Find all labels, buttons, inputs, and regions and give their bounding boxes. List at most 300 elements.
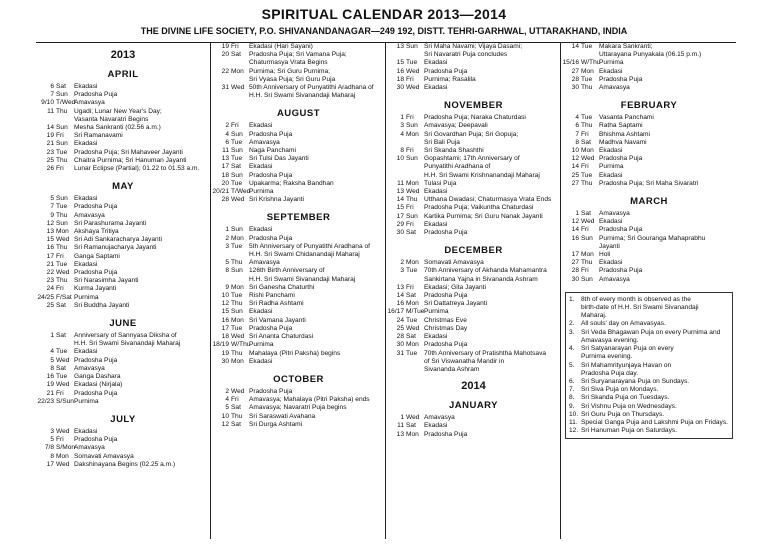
entry-date: 13	[46, 228, 54, 236]
entry-weekday: Mon	[231, 357, 244, 365]
calendar-entry	[211, 59, 386, 67]
entry-date: 1	[575, 210, 579, 218]
entry-event: Pradosha Puja	[249, 234, 293, 242]
calendar-entry	[36, 444, 210, 452]
entry-event: Purnima	[249, 188, 274, 196]
calendar-entry	[211, 235, 386, 243]
entry-date: 15	[396, 204, 404, 212]
entry-weekday	[56, 340, 74, 348]
entry-date: 23	[46, 148, 54, 156]
calendar-entry	[561, 235, 737, 243]
entry-date: 4	[575, 114, 579, 122]
calendar-entry	[386, 300, 561, 308]
entry-event: Ekadasi	[599, 67, 623, 75]
entry-date	[561, 51, 581, 59]
entry-event: H.H. Sri Swami Sivanandaji Maharaj	[249, 275, 356, 283]
entry-event: Pradosha Puja	[599, 75, 643, 83]
entry-weekday: Mon	[406, 341, 419, 349]
entry-date: 2	[225, 122, 229, 130]
calendar-entry	[211, 333, 386, 341]
note-text: Sri Vishnu Puja on Wednesdays.	[581, 402, 677, 410]
entry-weekday: Fri	[581, 267, 589, 275]
calendar-entry	[211, 196, 386, 204]
note-text: Amavasya evening.	[581, 336, 639, 344]
calendar-entry	[386, 308, 561, 316]
entry-date: 6	[575, 122, 579, 130]
calendar-entry	[211, 259, 386, 267]
entry-weekday: Tue	[231, 324, 243, 332]
entry-event: Ekadasi	[74, 260, 98, 268]
calendar-entry	[36, 253, 210, 261]
entry-date: 16	[46, 244, 54, 252]
entry-event: Ekadasi	[599, 218, 623, 226]
entry-event: Sri Ganesha Chaturthi	[249, 283, 315, 291]
entry-weekday	[581, 51, 599, 59]
entry-date: 21	[46, 260, 54, 268]
entry-event: Ugadi; Lunar New Year's Day;	[74, 107, 162, 115]
entry-weekday: F/Sat	[56, 293, 72, 301]
entry-weekday: Sat	[56, 364, 66, 372]
note-text: birth-date of H.H. Sri Swami Sivanandaji	[581, 304, 699, 312]
calendar-entry	[36, 453, 210, 461]
calendar-entry	[36, 165, 210, 173]
entry-date: 1	[50, 332, 54, 340]
entry-date: 28	[571, 267, 579, 275]
entry-date: 10	[571, 147, 579, 155]
entry-event: Ekadasi (Hari Sayani)	[249, 43, 313, 50]
calendar-entry	[211, 325, 386, 333]
entry-event: Somavati Amavasya	[424, 259, 484, 267]
entry-weekday: Sat	[406, 229, 416, 237]
entry-date: 28	[396, 333, 404, 341]
entry-event: Ekadasi	[74, 348, 98, 356]
calendar-entry	[561, 43, 737, 51]
note-number	[569, 353, 581, 361]
calendar-entry	[561, 147, 737, 155]
entry-weekday	[581, 243, 599, 251]
calendar-column-1	[36, 43, 210, 539]
entry-weekday: Mon	[56, 228, 69, 236]
entry-event: Sri Maha Navami; Vijaya Dasami;	[424, 43, 523, 50]
calendar-entry	[36, 277, 210, 285]
entry-event: Sri Parashurama Jayanti	[74, 219, 147, 227]
entry-event: Makara Sankranti;	[599, 43, 653, 50]
calendar-entry	[36, 269, 210, 277]
entry-weekday: Tue	[406, 316, 418, 324]
entry-date: 15/16	[562, 59, 579, 67]
entry-event: Pradosha Puja	[74, 356, 118, 364]
entry-weekday: Fri	[406, 147, 414, 155]
entry-event: Anniversary of Sannyasa Diksha of	[74, 332, 177, 340]
calendar-entry	[386, 163, 561, 171]
calendar-entry	[561, 114, 737, 122]
note-text: Maharaj.	[581, 312, 607, 320]
entry-event: Sri Navaratri Puja concludes	[424, 51, 508, 59]
calendar-entry	[36, 428, 210, 436]
entry-date: 27	[571, 67, 579, 75]
entry-weekday: Sun	[581, 275, 593, 283]
note-text: Sri Satyanarayan Puja on every	[581, 345, 674, 353]
calendar-column-2	[210, 43, 386, 539]
note-item	[569, 378, 729, 386]
calendar-entry	[561, 122, 737, 130]
entry-date	[36, 116, 56, 124]
entry-date: 8	[225, 267, 229, 275]
entry-weekday: Wed	[56, 269, 70, 277]
month-heading: DECEMBER	[444, 245, 503, 257]
note-number: 11.	[569, 418, 578, 426]
entry-weekday: Wed	[56, 381, 70, 389]
note-text: Sri Guru Puja on Thursdays.	[581, 410, 665, 418]
entry-date: 17	[396, 212, 404, 220]
entry-weekday: Thu	[231, 349, 243, 357]
entry-date: 21	[46, 140, 54, 148]
entry-weekday: Thu	[56, 156, 68, 164]
calendar-entry	[561, 267, 737, 275]
calendar-entry	[386, 172, 561, 180]
calendar-entry	[36, 332, 210, 340]
calendar-entry	[36, 340, 210, 348]
calendar-entry	[386, 188, 561, 196]
entry-weekday: Thu	[581, 179, 593, 187]
entry-event: Ekadasi	[74, 83, 98, 90]
entry-weekday	[406, 172, 424, 180]
entry-date: 19	[221, 43, 229, 50]
entry-event: Akshaya Tritiya	[74, 228, 119, 236]
entry-date: 16	[221, 316, 229, 324]
entry-date: 24/25	[37, 293, 54, 301]
entry-date: 12	[571, 218, 579, 226]
entry-weekday: Wed	[581, 155, 595, 163]
entry-weekday: Tue	[56, 348, 68, 356]
calendar-entry	[386, 122, 561, 130]
calendar-entry	[386, 267, 561, 275]
calendar-entry	[561, 131, 737, 139]
entry-event: Pradosha Puja; Sri Maha Sivaratri	[599, 179, 699, 187]
entry-weekday: Wed	[406, 67, 420, 75]
entry-weekday: Fri	[56, 436, 64, 444]
entry-event: Ekadasi	[249, 357, 273, 365]
entry-weekday: Thu	[56, 107, 68, 115]
calendar-entry	[386, 229, 561, 237]
entry-weekday: Sun	[231, 267, 243, 275]
entry-weekday: Sat	[406, 422, 416, 430]
entry-weekday	[406, 276, 424, 284]
entry-weekday: Tue	[56, 203, 68, 211]
calendar-entry	[386, 139, 561, 147]
calendar-entry	[211, 243, 386, 251]
calendar-column-4	[560, 43, 737, 539]
calendar-entry	[211, 300, 386, 308]
entry-event: Madhva Navami	[599, 138, 647, 146]
entry-weekday: Mon	[406, 430, 419, 438]
entry-date: 12	[46, 219, 54, 227]
entry-weekday: Tue	[581, 171, 593, 179]
entry-date: 2	[225, 234, 229, 242]
entry-event: Ratha Saptami	[599, 122, 643, 130]
note-item	[569, 370, 729, 378]
entry-weekday	[406, 366, 424, 374]
entry-event: Ekadasi	[424, 422, 448, 430]
note-item	[569, 362, 729, 370]
entry-event: of Sri Viswanatha Mandir in	[424, 357, 505, 365]
entry-event: Sri Vamana Jayanti	[249, 316, 306, 324]
entry-event: Purnima; Sri Guru Purnima;	[249, 67, 330, 75]
calendar-entry	[386, 213, 561, 221]
calendar-entry	[386, 431, 561, 439]
month-heading: SEPTEMBER	[266, 212, 331, 224]
calendar-entry	[36, 83, 210, 91]
entry-date: 9	[225, 283, 229, 291]
entry-weekday: Sat	[56, 301, 66, 309]
entry-date: 7	[575, 130, 579, 138]
entry-event: Ekadasi	[249, 163, 273, 171]
entry-weekday: Wed	[231, 196, 245, 204]
note-number	[569, 370, 581, 378]
entry-date: 24	[46, 285, 54, 293]
month-heading: OCTOBER	[273, 373, 324, 385]
calendar-entry	[211, 76, 386, 84]
calendar-entry	[211, 139, 386, 147]
entry-weekday: Fri	[406, 114, 414, 122]
entry-weekday: Thu	[56, 211, 68, 219]
page-subtitle: THE DIVINE LIFE SOCIETY, P.O. SHIVANANDANAGAR—249 192, DISTT. TEHRI-GARHWAL, UTTARAKHAND, INDIA	[140, 26, 628, 36]
entry-weekday: Fri	[581, 130, 589, 138]
entry-event: 5th Anniversary of Punyatithi Aradhana of	[249, 242, 370, 250]
entry-date: 1	[400, 414, 404, 422]
calendar-entry	[211, 413, 386, 421]
entry-date: 7/8	[44, 444, 54, 452]
entry-date: 18/19	[212, 341, 229, 349]
entry-date: 20/21	[212, 188, 229, 196]
calendar-entry	[211, 226, 386, 234]
entry-date: 18	[221, 333, 229, 341]
note-item	[569, 296, 729, 304]
note-item	[569, 419, 729, 427]
month-heading: FEBRUARY	[620, 100, 678, 112]
entry-weekday: Fri	[406, 283, 414, 291]
entry-event: Pradosha Puja	[599, 226, 643, 234]
entry-weekday: Fri	[56, 389, 64, 397]
entry-weekday: Fri	[56, 285, 64, 293]
calendar-entry	[36, 228, 210, 236]
note-item	[569, 386, 729, 394]
entry-date	[386, 51, 406, 59]
note-number: 2.	[569, 320, 575, 328]
month-heading: AUGUST	[276, 108, 321, 120]
entry-date: 19	[46, 132, 54, 140]
entry-event: Amavasya; Navaratri Puja begins	[249, 404, 347, 412]
entry-date	[211, 59, 231, 67]
entry-date: 22/23	[37, 397, 54, 405]
entry-date: 23	[46, 277, 54, 285]
entry-event: Amavasya	[74, 99, 105, 107]
month-heading: JUNE	[109, 318, 137, 330]
entry-weekday: W/Thu	[581, 59, 601, 67]
entry-date: 9/10	[41, 99, 54, 107]
calendar-entry	[386, 414, 561, 422]
entry-weekday: Wed	[56, 427, 70, 435]
entry-weekday: Sun	[406, 155, 418, 163]
entry-date: 25	[396, 324, 404, 332]
entry-weekday: Sun	[56, 195, 68, 203]
entry-date: 5	[225, 404, 229, 412]
entry-event: Purnima	[249, 341, 274, 349]
entry-weekday	[56, 116, 74, 124]
entry-event: Sivananda Ashram	[424, 365, 480, 373]
entry-event: Purnima	[74, 293, 99, 301]
entry-date	[386, 276, 406, 284]
entry-event: H.H. Sri Swami Sivanandaji Maharaj	[74, 340, 181, 348]
entry-event: Amavasya	[599, 84, 630, 92]
calendar-entry	[211, 251, 386, 259]
note-item	[569, 411, 729, 419]
entry-event: Gopashtami; 17th Anniversary of	[424, 155, 520, 163]
entry-event: Kartika Purnima; Sri Guru Nanak Jayanti	[424, 212, 543, 220]
entry-weekday: Sun	[231, 147, 243, 155]
entry-weekday: Tue	[581, 114, 593, 122]
entry-event: Pradosha Puja	[249, 324, 293, 332]
entry-date: 4	[225, 396, 229, 404]
calendar-entry	[386, 259, 561, 267]
entry-weekday: Sat	[231, 163, 241, 171]
calendar-entry	[386, 51, 561, 59]
entry-date: 1	[225, 226, 229, 234]
entry-event: Tulasi Puja	[424, 179, 457, 187]
calendar-entry	[211, 421, 386, 429]
entry-weekday: Thu	[56, 277, 68, 285]
entry-event: Christmas Day	[424, 324, 468, 332]
entry-date: 13	[396, 188, 404, 196]
calendar-entry	[561, 68, 737, 76]
entry-date: 18	[221, 171, 229, 179]
entry-date: 6	[225, 138, 229, 146]
entry-event: Chaitra Purnima; Sri Hanuman Jayanti	[74, 156, 187, 164]
entry-date: 10	[396, 155, 404, 163]
note-item	[569, 345, 729, 353]
calendar-entry	[561, 210, 737, 218]
calendar-entry	[386, 358, 561, 366]
entry-event: Amavasya	[74, 364, 105, 372]
entry-weekday: Thu	[406, 196, 418, 204]
entry-weekday: Wed	[406, 84, 420, 92]
calendar-entry	[561, 155, 737, 163]
entry-event: Ekadasi (Nirjala)	[74, 381, 123, 389]
calendar-entry	[386, 147, 561, 155]
calendar-entry	[386, 333, 561, 341]
entry-event: Ekadasi	[424, 59, 448, 67]
month-heading: APRIL	[107, 69, 139, 80]
entry-weekday: Wed	[56, 356, 70, 364]
entry-date	[386, 139, 406, 147]
entry-event: Pradosha Puja; Naraka Chaturdasi	[424, 114, 526, 122]
calendar-entry	[561, 172, 737, 180]
entry-date: 4	[400, 130, 404, 138]
entry-date: 4	[50, 348, 54, 356]
calendar-entry	[561, 139, 737, 147]
entry-date: 5	[50, 356, 54, 364]
calendar-entry	[561, 59, 737, 67]
entry-weekday: Tue	[231, 292, 243, 300]
calendar-entry	[211, 172, 386, 180]
entry-event: Holi	[599, 251, 611, 259]
note-number: 6.	[569, 377, 575, 385]
entry-event: Amavasya	[599, 275, 630, 283]
note-number	[569, 304, 581, 312]
calendar-entry	[36, 302, 210, 310]
entry-weekday: Wed	[56, 236, 70, 244]
entry-weekday: Sat	[581, 138, 591, 146]
entry-date: 22	[221, 67, 229, 75]
entry-date: 18	[396, 75, 404, 83]
calendar-entry	[36, 149, 210, 157]
entry-event: Ekadasi	[424, 333, 448, 341]
note-number: 5.	[569, 361, 575, 369]
entry-event: Christmas Eve	[424, 316, 467, 324]
calendar-entry	[211, 317, 386, 325]
calendar-entry	[386, 325, 561, 333]
calendar-entry	[561, 259, 737, 267]
entry-date: 21	[46, 389, 54, 397]
entry-weekday: Tue	[581, 43, 593, 50]
entry-event: 70th Anniversary of Pratishtha Mahotsava	[424, 349, 547, 357]
entry-event: Mahalaya (Pitri Paksha) begins	[249, 349, 341, 357]
entry-date: 16	[396, 67, 404, 75]
notes-box	[565, 292, 733, 439]
entry-weekday: S/Mon	[56, 444, 76, 452]
note-item	[569, 427, 729, 435]
calendar-entry	[211, 122, 386, 130]
entry-date: 4	[225, 130, 229, 138]
entry-weekday: Wed	[231, 84, 245, 92]
entry-event: Vasanta Navaratri Begins	[74, 115, 149, 123]
entry-event: Ganga Saptami	[74, 252, 120, 260]
entry-weekday: Fri	[581, 226, 589, 234]
entry-event: Amavasya	[249, 138, 280, 146]
entry-weekday: Fri	[231, 396, 239, 404]
entry-event: Ganga Dashara	[74, 373, 121, 381]
entry-weekday	[231, 59, 249, 67]
entry-weekday: Fri	[231, 43, 239, 50]
calendar-entry	[386, 131, 561, 139]
calendar-entry	[386, 341, 561, 349]
entry-date: 20	[221, 179, 229, 187]
entry-date	[211, 76, 231, 84]
note-text: Sri Mahamrityunjaya Havan on	[581, 361, 672, 369]
year-heading: 2013	[110, 49, 136, 61]
entry-date: 5	[225, 259, 229, 267]
calendar-entry	[211, 350, 386, 358]
entry-weekday: Thu	[231, 259, 243, 267]
entry-event: Amavasya	[74, 211, 105, 219]
entry-date: 10	[221, 412, 229, 420]
calendar-entry	[36, 195, 210, 203]
calendar-entry	[36, 285, 210, 293]
entry-weekday: Wed	[406, 324, 420, 332]
entry-event: Sri Vyasa Puja; Sri Guru Puja	[249, 75, 336, 83]
entry-weekday: Thu	[581, 122, 593, 130]
entry-event: Ekadasi	[424, 84, 448, 92]
calendar-grid	[36, 42, 736, 539]
note-number: 10.	[569, 410, 579, 418]
note-number	[569, 312, 581, 320]
entry-event: Ekadasi	[249, 122, 273, 130]
calendar-column-3	[385, 43, 561, 539]
entry-weekday: Tue	[406, 59, 418, 67]
entry-date: 13	[396, 430, 404, 438]
calendar-entry	[211, 43, 386, 51]
calendar-entry	[36, 236, 210, 244]
